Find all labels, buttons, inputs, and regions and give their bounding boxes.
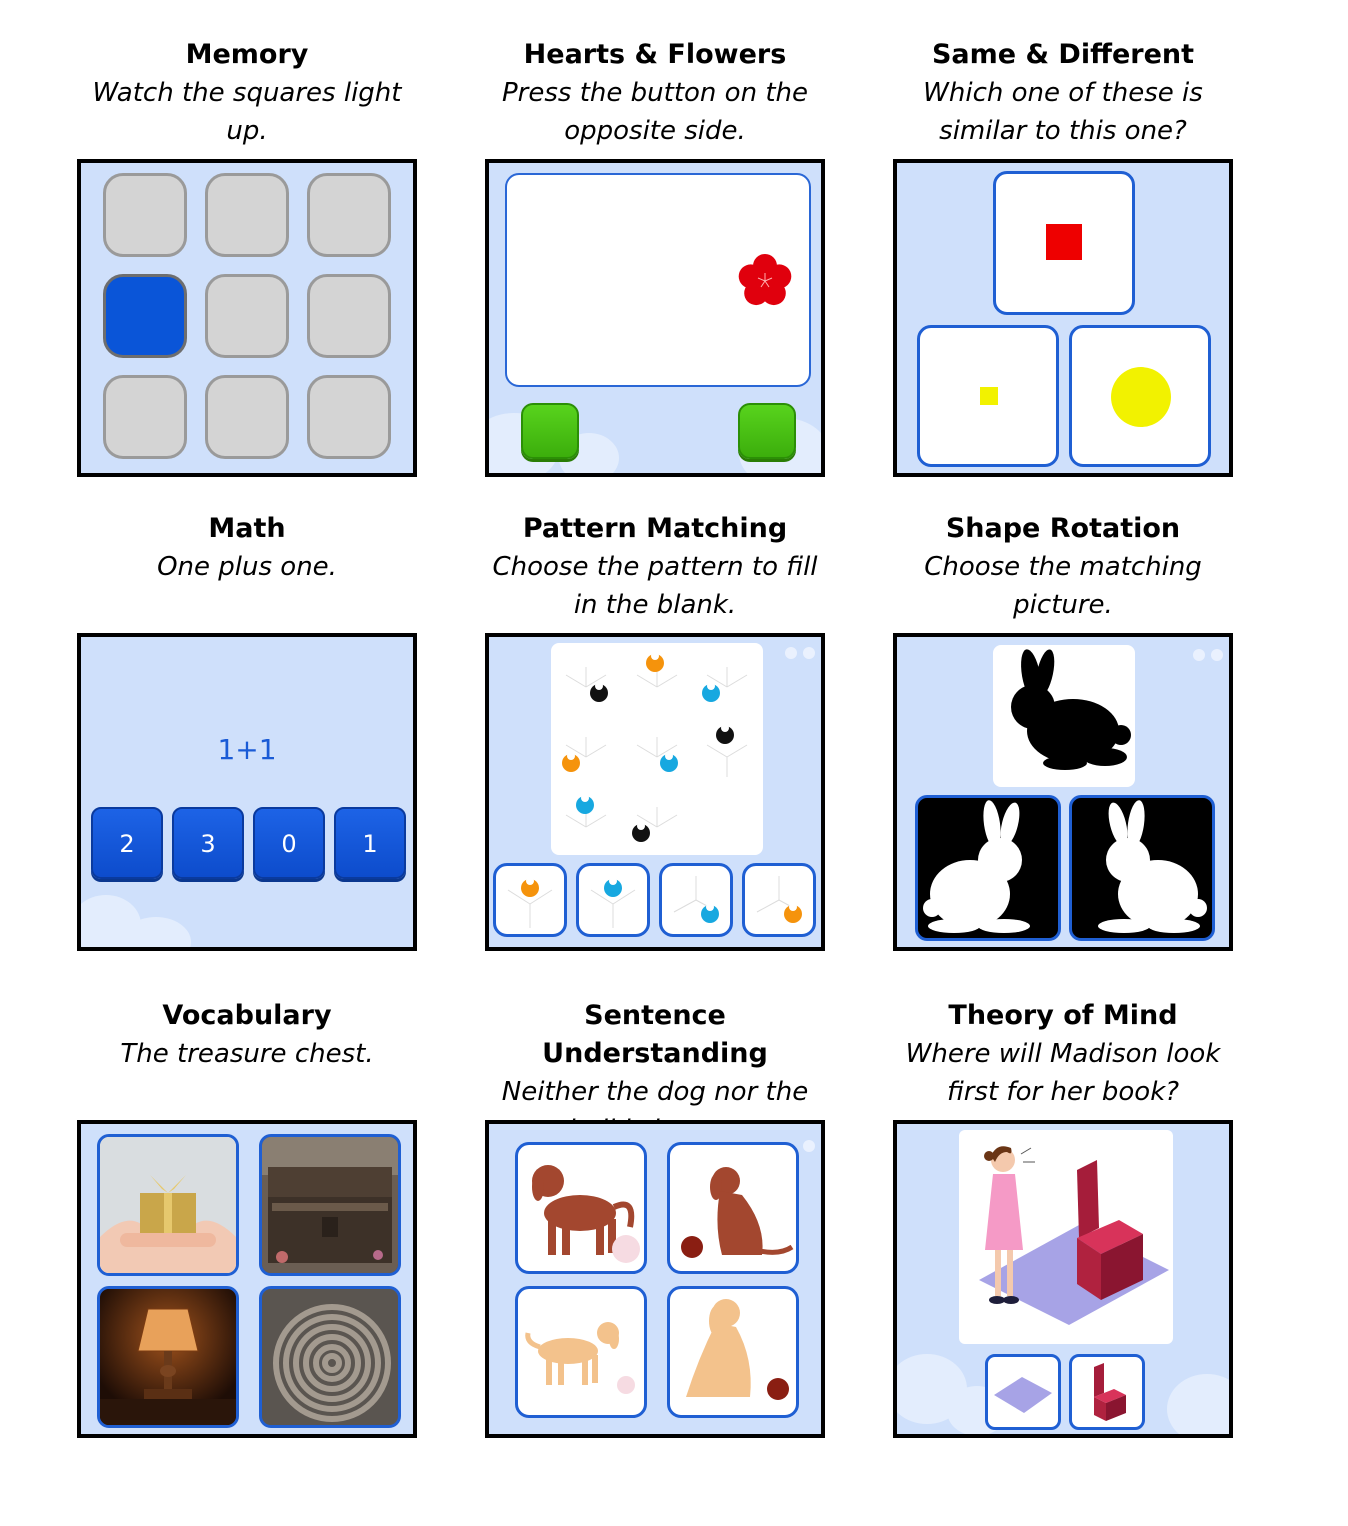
pattern-choice[interactable] (659, 863, 733, 937)
story-scene (959, 1130, 1173, 1344)
dog-icon (518, 1145, 644, 1271)
memory-tile[interactable] (307, 274, 391, 358)
target-card (993, 645, 1135, 787)
memory-tile[interactable] (205, 375, 289, 459)
memory-tile[interactable] (307, 173, 391, 257)
subtitle-line: up. (226, 116, 268, 146)
subtitle-line: similar to this one? (939, 116, 1187, 146)
stimulus-card (505, 173, 811, 387)
subtitle-line: Which one of these is (923, 78, 1203, 108)
subtitle-line: Choose the matching (924, 552, 1202, 582)
task-subtitle (893, 74, 1233, 150)
memory-panel (77, 159, 417, 477)
same-different-panel (893, 159, 1233, 477)
choice-treasure-chest[interactable] (259, 1134, 401, 1276)
task-hearts-flowers (485, 36, 825, 150)
pattern-choice[interactable] (493, 863, 567, 937)
yellow-circle-shape (1111, 367, 1171, 427)
sentence-understanding-panel (485, 1120, 825, 1438)
yellow-square-shape (980, 387, 998, 405)
pattern-grid (551, 643, 763, 855)
subtitle-line: Choose the pattern to fill (492, 552, 818, 582)
math-expression: 1+1 (217, 733, 277, 766)
hearts-flowers-panel (485, 159, 825, 477)
choice-card-rabbit-left[interactable] (915, 795, 1061, 941)
rope-icon (262, 1289, 398, 1425)
choice-yellow-dog-pink-ball[interactable] (515, 1286, 647, 1418)
choice-lamp[interactable] (97, 1286, 239, 1428)
pattern-matching-panel (485, 633, 825, 951)
gift-icon (100, 1137, 236, 1273)
task-shape-rotation (893, 510, 1233, 624)
answer-button[interactable]: 3 (172, 807, 244, 879)
answer-button[interactable]: 2 (91, 807, 163, 879)
theory-of-mind-panel (893, 1120, 1233, 1438)
choice-card-small-yellow-square[interactable] (917, 325, 1059, 467)
subtitle-line: Neither the dog nor the (501, 1077, 809, 1107)
task-math (77, 510, 417, 586)
task-pattern-matching (485, 510, 825, 624)
rabbit-icon (918, 798, 1058, 938)
chair-icon (1077, 1160, 1143, 1300)
task-title: Memory (185, 39, 309, 70)
answer-button[interactable]: 0 (253, 807, 325, 879)
subtitle-line: One plus one. (157, 552, 337, 582)
answer-button[interactable]: 1 (334, 807, 406, 879)
memory-tile[interactable] (205, 173, 289, 257)
memory-tile[interactable] (103, 173, 187, 257)
dog-icon (670, 1289, 796, 1415)
subtitle-line: first for her book? (946, 1077, 1180, 1107)
task-same-different (893, 36, 1233, 150)
task-memory (77, 36, 417, 150)
pattern-choice[interactable] (576, 863, 650, 937)
task-subtitle (485, 548, 825, 624)
red-square-shape (1046, 224, 1082, 260)
rabbit-icon (993, 645, 1135, 787)
subtitle-line: opposite side. (564, 116, 746, 146)
task-subtitle (77, 1035, 417, 1073)
memory-tile[interactable] (205, 274, 289, 358)
task-vocabulary (77, 997, 417, 1073)
choice-card-rabbit-right[interactable] (1069, 795, 1215, 941)
subtitle-line: Press the button on the (502, 78, 808, 108)
choice-rug[interactable] (985, 1354, 1061, 1430)
task-title: Theory of Mind (948, 1000, 1178, 1031)
treasure-chest-icon (262, 1137, 398, 1273)
choice-chair[interactable] (1069, 1354, 1145, 1430)
right-button[interactable] (738, 403, 796, 459)
choice-gift[interactable] (97, 1134, 239, 1276)
task-title: Shape Rotation (945, 513, 1181, 544)
subtitle-line: picture. (1013, 590, 1113, 620)
memory-tile-lit[interactable] (103, 274, 187, 358)
rug-icon (988, 1357, 1058, 1427)
task-title: Vocabulary (162, 1000, 332, 1031)
task-subtitle (485, 74, 825, 150)
task-title: Hearts & Flowers (523, 39, 787, 70)
subtitle-line: The treasure chest. (120, 1039, 374, 1069)
rabbit-icon (1072, 798, 1212, 938)
math-panel (77, 633, 417, 951)
target-card (993, 171, 1135, 315)
choice-brown-dog-brown-ball[interactable] (667, 1142, 799, 1274)
memory-tile[interactable] (103, 375, 187, 459)
choice-brown-dog-pink-ball[interactable] (515, 1142, 647, 1274)
task-subtitle (77, 548, 417, 586)
task-subtitle (77, 74, 417, 150)
left-button[interactable] (521, 403, 579, 459)
pattern-choice[interactable] (742, 863, 816, 937)
subtitle-line: in the blank. (573, 590, 737, 620)
lamp-icon (100, 1289, 236, 1425)
choice-yellow-dog-brown-ball[interactable] (667, 1286, 799, 1418)
subtitle-line: Watch the squares light (92, 78, 402, 108)
subtitle-line: Where will Madison look (905, 1039, 1221, 1069)
dog-icon (518, 1289, 644, 1415)
dog-icon (670, 1145, 796, 1271)
task-title: Sentence Understanding (542, 1000, 768, 1069)
choice-rope[interactable] (259, 1286, 401, 1428)
task-theory-of-mind (893, 997, 1233, 1111)
memory-tile[interactable] (307, 375, 391, 459)
task-subtitle (893, 548, 1233, 624)
flower-icon (735, 251, 795, 311)
choice-card-yellow-circle[interactable] (1069, 325, 1211, 467)
vocabulary-panel (77, 1120, 417, 1438)
task-subtitle (893, 1035, 1233, 1111)
chair-icon (1072, 1357, 1142, 1427)
task-title: Math (208, 513, 286, 544)
task-title: Pattern Matching (522, 513, 788, 544)
task-title: Same & Different (931, 39, 1195, 70)
shape-rotation-panel (893, 633, 1233, 951)
